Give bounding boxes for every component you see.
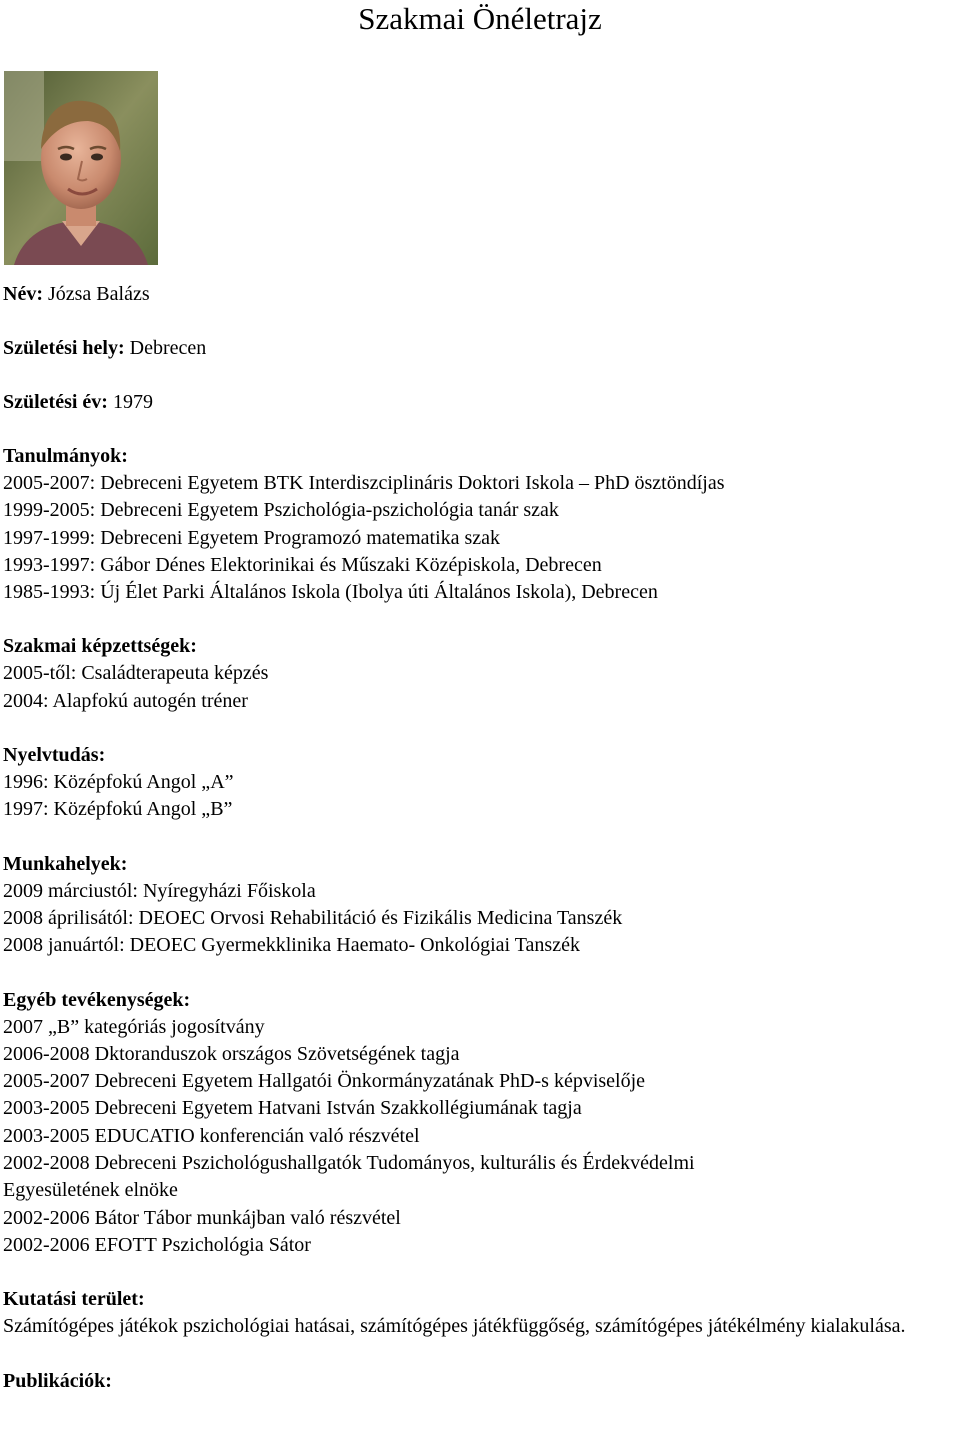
name-label: Név: [3,283,43,305]
activities-item: 2002-2006 EFOTT Pszichológia Sátor [3,1233,311,1256]
activities-item: Egyesületének elnöke [3,1179,178,1202]
name-field [3,281,958,308]
portrait-photo [4,71,158,265]
activities-item: 2005-2007 Debreceni Egyetem Hallgatói Önkormányzatának PhD-s képviselője [3,1070,646,1093]
page-title: Szakmai Önéletrajz [358,1,602,36]
research-heading: Kutatási terület: [3,1288,145,1311]
qualifications-item: 2005-től: Családterapeuta képzés [3,662,269,685]
workplaces-section [3,851,958,960]
workplaces-heading: Munkahelyek: [3,852,128,875]
workplaces-item: 2009 márciustól: Nyíregyházi Főiskola [3,879,316,902]
activities-heading: Egyéb tevékenységek: [3,988,191,1011]
birthyear-value: 1979 [112,391,153,413]
publications-section [3,1368,958,1395]
activities-item: 2006-2008 Dktoranduszok országos Szövetségének tagja [3,1042,460,1065]
studies-item: 1985-1993: Új Élet Parki Általános Iskola (Ibolya úti Általános Iskola), Debrecen [3,581,658,604]
languages-item: 1996: Középfokú Angol „A” [3,771,234,794]
languages-heading: Nyelvtudás: [3,744,106,767]
workplaces-item: 2008 áprilisától: DEOEC Orvosi Rehabilitáció és Fizikális Medicina Tanszék [3,906,623,929]
research-text: Számítógépes játékok pszichológiai hatásai, számítógépes játékfüggőség, számítógépes játékélmény kialakulása. [3,1315,906,1338]
studies-heading: Tanulmányok: [3,445,128,467]
birthyear-field [3,389,958,416]
studies-item: 2005-2007: Debreceni Egyetem BTK Interdiszciplináris Doktori Iskola – PhD ösztöndíjas [3,472,725,494]
activities-item: 2003-2005 Debreceni Egyetem Hatvani István Szakkollégiumának tagja [3,1097,582,1120]
name-value: Józsa Balázs [47,283,150,305]
activities-section [3,987,958,1260]
activities-item: 2003-2005 EDUCATIO konferencián való részvétel [3,1124,420,1147]
activities-item: 2007 „B” kategóriás jogosítvány [3,1015,265,1038]
birthyear-label: Születési év: [3,391,108,413]
qualifications-item: 2004: Alapfokú autogén tréner [3,689,248,712]
qualifications-heading: Szakmai képzettségek: [3,635,197,658]
studies-item: 1999-2005: Debreceni Egyetem Pszichológia-pszichológia tanár szak [3,499,559,522]
publications-heading: Publikációk: [3,1369,112,1392]
research-section [3,1286,958,1340]
languages-section [3,742,958,824]
cv-content [3,281,958,1422]
birthplace-field [3,335,958,362]
studies-section [3,443,958,606]
languages-item: 1997: Középfokú Angol „B” [3,798,233,821]
studies-item: 1997-1999: Debreceni Egyetem Programozó matematika szak [3,526,501,549]
qualifications-section [3,633,958,715]
studies-item: 1993-1997: Gábor Dénes Elektorinikai és Műszaki Középiskola, Debrecen [3,553,602,576]
activities-item: 2002-2006 Bátor Tábor munkájban való részvétel [3,1206,401,1229]
workplaces-item: 2008 januártól: DEOEC Gyermekklinika Haemato- Onkológiai Tanszék [3,934,580,957]
birthplace-value: Debrecen [129,337,207,359]
activities-item: 2002-2008 Debreceni Pszichológushallgatók Tudományos, kulturális és Érdekvédelmi [3,1152,695,1175]
birthplace-label: Születési hely: [3,337,125,359]
